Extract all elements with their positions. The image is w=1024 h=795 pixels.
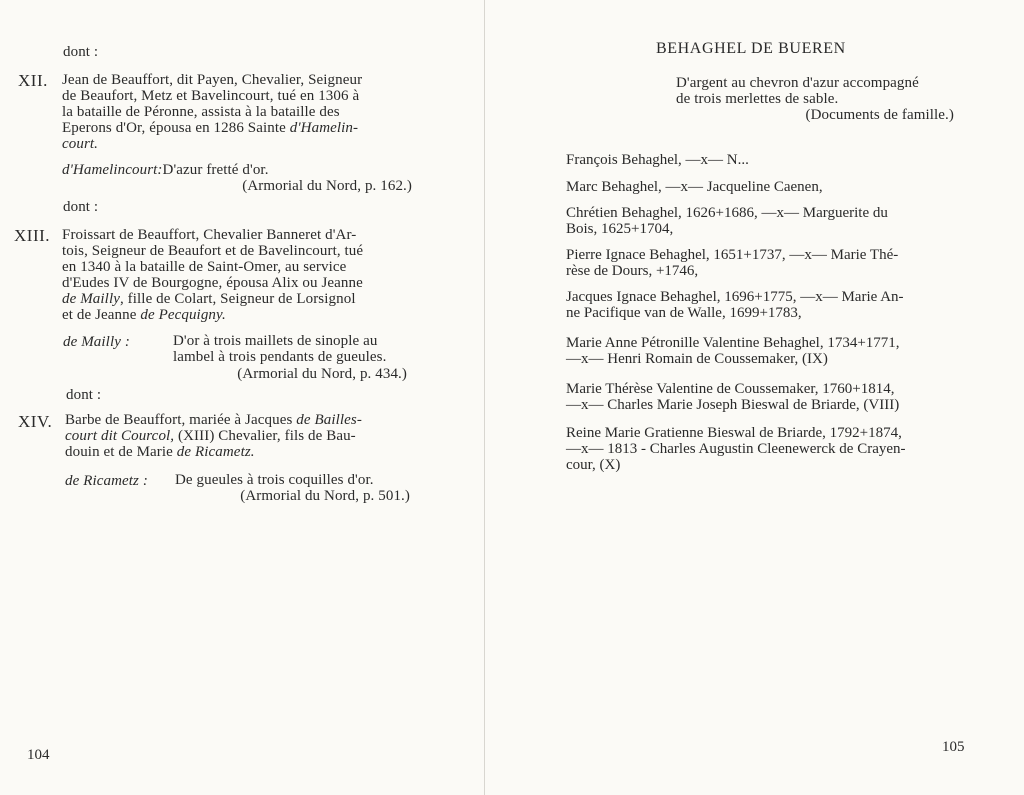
entry-line: en 1340 à la bataille de Saint-Omer, au service xyxy=(62,259,347,275)
dont-label: dont : xyxy=(63,199,99,215)
genealogy-line: Jacques Ignace Behaghel, 1696+1775, —x— Marie An- xyxy=(566,289,904,305)
entry-line: de Beaufort, Metz et Bavelincourt, tué en 1306 à xyxy=(62,88,360,104)
page-number: 105 xyxy=(942,739,965,755)
dont-label: dont : xyxy=(63,44,99,60)
entry-line: d'Eudes IV de Bourgogne, épousa Alix ou Jeanne xyxy=(62,275,363,291)
entry-line: court. xyxy=(62,136,99,152)
entry-line: Barbe de Beauffort, mariée à Jacques de Bailles- xyxy=(65,412,362,428)
arms-line: De gueules à trois coquilles d'or. xyxy=(175,472,374,488)
armorial-reference: (Armorial du Nord, p. 501.) xyxy=(240,488,410,504)
armorial-reference: (Armorial du Nord, p. 434.) xyxy=(237,366,407,382)
genealogy-line: —x— 1813 - Charles Augustin Cleenewerck de Crayen- xyxy=(566,441,906,457)
arms-line: lambel à trois pendants de gueules. xyxy=(173,349,387,365)
arms-line: d'Hamelincourt:D'azur fretté d'or. xyxy=(62,162,269,178)
left-page xyxy=(0,0,484,795)
entry-line: Eperons d'Or, épousa en 1286 Sainte d'Hamelin- xyxy=(62,120,359,136)
entry-line: la bataille de Péronne, assista à la bataille des xyxy=(62,104,340,120)
genealogy-line: Pierre Ignace Behaghel, 1651+1737, —x— Marie Thé- xyxy=(566,247,899,263)
arms-label: de Ricametz : xyxy=(65,473,148,489)
genealogy-line: Marie Thérèse Valentine de Coussemaker, 1760+1814, xyxy=(566,381,895,397)
generation-numeral: XIII. xyxy=(14,226,51,245)
arms-line: de trois merlettes de sable. xyxy=(676,91,839,107)
entry-line: Jean de Beauffort, dit Payen, Chevalier, Seigneur xyxy=(62,72,363,88)
genealogy-line: —x— Henri Romain de Coussemaker, (IX) xyxy=(566,351,828,367)
genealogy-line: Chrétien Behaghel, 1626+1686, —x— Marguerite du xyxy=(566,205,888,221)
arms-label: de Mailly : xyxy=(63,334,130,350)
genealogy-line: —x— Charles Marie Joseph Bieswal de Briarde, (VIII) xyxy=(566,397,900,413)
genealogy-line: rèse de Dours, +1746, xyxy=(566,263,699,279)
dont-label: dont : xyxy=(66,387,102,403)
generation-numeral: XII. xyxy=(18,71,48,90)
family-title: BEHAGHEL DE BUEREN xyxy=(656,40,846,57)
right-page xyxy=(486,0,1024,795)
page-number: 104 xyxy=(27,747,50,763)
genealogy-line: Reine Marie Gratienne Bieswal de Briarde, 1792+1874, xyxy=(566,425,902,441)
entry-line: court dit Courcol, (XIII) Chevalier, fils de Bau- xyxy=(65,428,356,444)
generation-numeral: XIV. xyxy=(18,412,53,431)
arms-reference: (Documents de famille.) xyxy=(805,107,954,123)
entry-line: de Mailly, fille de Colart, Seigneur de Lorsignol xyxy=(62,291,356,307)
armorial-reference: (Armorial du Nord, p. 162.) xyxy=(242,178,412,194)
genealogy-line: cour, (X) xyxy=(566,457,621,473)
arms-line: D'argent au chevron d'azur accompagné xyxy=(676,75,919,91)
entry-line: et de Jeanne de Pecquigny. xyxy=(62,307,226,323)
genealogy-line: ne Pacifique van de Walle, 1699+1783, xyxy=(566,305,802,321)
genealogy-line: Bois, 1625+1704, xyxy=(566,221,674,237)
book-fold xyxy=(484,0,485,795)
entry-line: tois, Seigneur de Beaufort et de Bavelincourt, tué xyxy=(62,243,364,259)
arms-line: D'or à trois maillets de sinople au xyxy=(173,333,378,349)
genealogy-line: Marc Behaghel, —x— Jacqueline Caenen, xyxy=(566,179,823,195)
entry-line: Froissart de Beauffort, Chevalier Banneret d'Ar- xyxy=(62,227,357,243)
entry-line: douin et de Marie de Ricametz. xyxy=(65,444,255,460)
genealogy-line: François Behaghel, —x— N... xyxy=(566,152,749,168)
genealogy-line: Marie Anne Pétronille Valentine Behaghel, 1734+1771, xyxy=(566,335,900,351)
